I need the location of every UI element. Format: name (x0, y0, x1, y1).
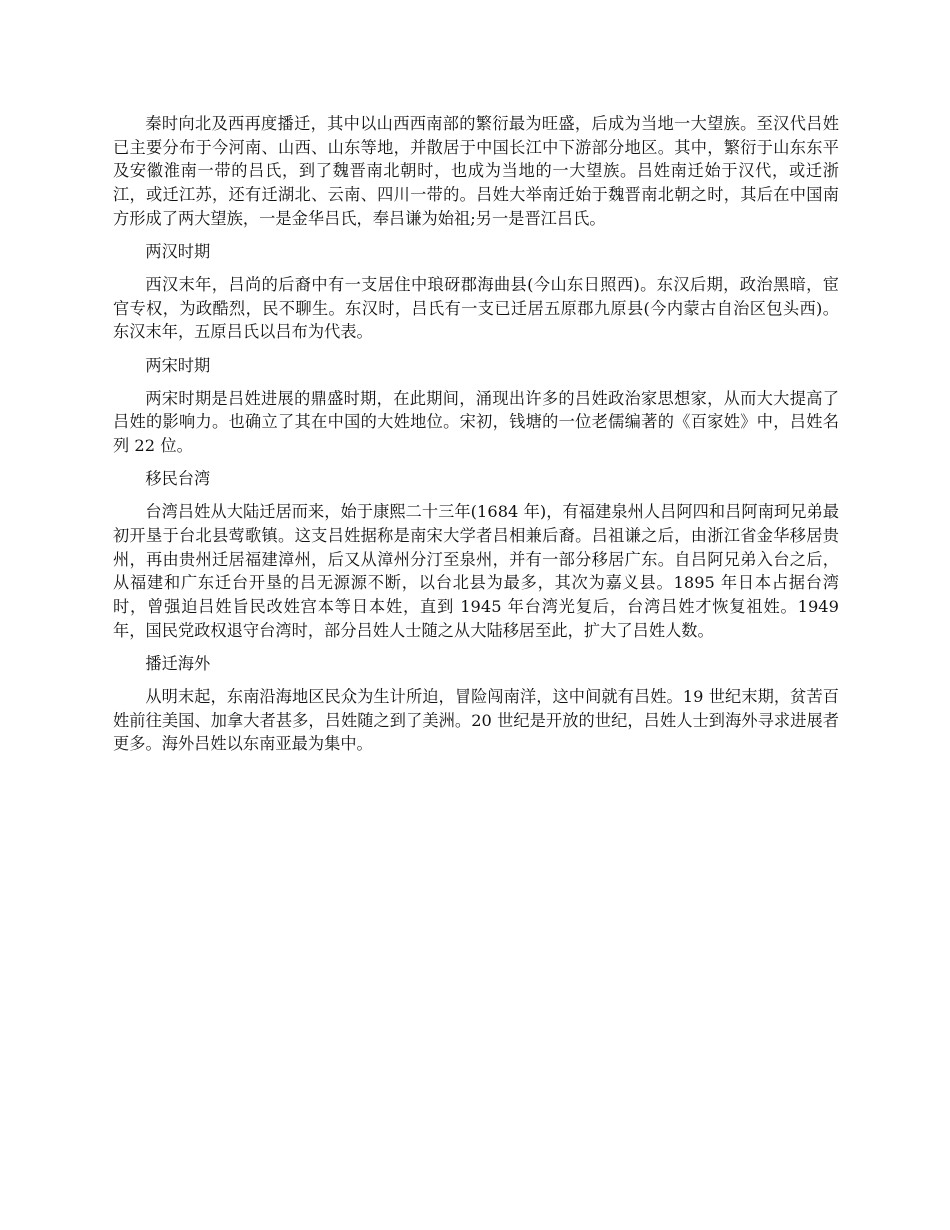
section-heading-taiwan: 移民台湾 (145, 469, 211, 489)
document-body (113, 112, 839, 765)
paragraph-migration-intro: 秦时向北及西再度播迁，其中以山西西南部的繁衍最为旺盛，后成为当地一大望族。至汉代吕姓已主要分布于今河南、山西、山东等地，并散居于中国长江中下游部分地区。其中，繁衍于山东东平及安徽淮南一带的吕氏，到了魏晋南北朝时，也成为当地的一大望族。吕姓南迁始于汉代，或迁浙江，或迁江苏，还有迁湖北、云南、四川一带的。吕姓大举南迁始于魏晋南北朝之时，其后在中国南方形成了两大望族，一是金华吕氏，奉吕谦为始祖;另一是晋江吕氏。 (113, 114, 839, 228)
paragraph-song: 两宋时期是吕姓进展的鼎盛时期，在此期间，涌现出许多的吕姓政治家思想家，从而大大提高了吕姓的影响力。也确立了其在中国的大姓地位。宋初，钱塘的一位老儒编著的《百家姓》中，吕姓名列 22 位。 (113, 388, 839, 455)
section-heading-overseas: 播迁海外 (145, 653, 211, 673)
paragraph-overseas: 从明末起，东南沿海地区民众为生计所迫，冒险闯南洋，这中间就有吕姓。19 世纪末期，贫苦百姓前往美国、加拿大者甚多，吕姓随之到了美洲。20 世纪是开放的世纪，吕姓人士到海外寻求进展者更多。海外吕姓以东南亚最为集中。 (113, 686, 839, 754)
paragraph-han: 西汉末年，吕尚的后裔中有一支居住中琅砑郡海曲县(今山东日照西)。东汉后期，政治黑暗，宦官专权，为政酷烈，民不聊生。东汉时，吕氏有一支已迁居五原郡九原县(今内蒙古自治区包头西)。东汉末年，五原吕氏以吕布为代表。 (113, 275, 839, 342)
paragraph-taiwan: 台湾吕姓从大陆迁居而来，始于康熙二十三年(1684 年)，有福建泉州人吕阿四和吕阿南珂兄弟最初开垦于台北县莺歌镇。这支吕姓据称是南宋大学者吕相兼后裔。吕祖谦之后，由浙江省金华移居贵州，再由贵州迁居福建漳州，后又从漳州分汀至泉州，并有一部分移居广东。自吕阿兄弟入台之后，从福建和广东迁台开垦的吕无源源不断，以台北县为最多，其次为嘉义县。1895 年日本占据台湾时，曾强迫吕姓旨民改姓宫本等日本姓，直到 1945 年台湾光复后，台湾吕姓才恢复祖姓。1949 年，国民党政权退守台湾时，部分吕姓人士随之从大陆移居至此，扩大了吕姓人数。 (113, 502, 839, 640)
section-heading-song: 两宋时期 (145, 355, 211, 375)
section-heading-han: 两汉时期 (145, 241, 211, 261)
